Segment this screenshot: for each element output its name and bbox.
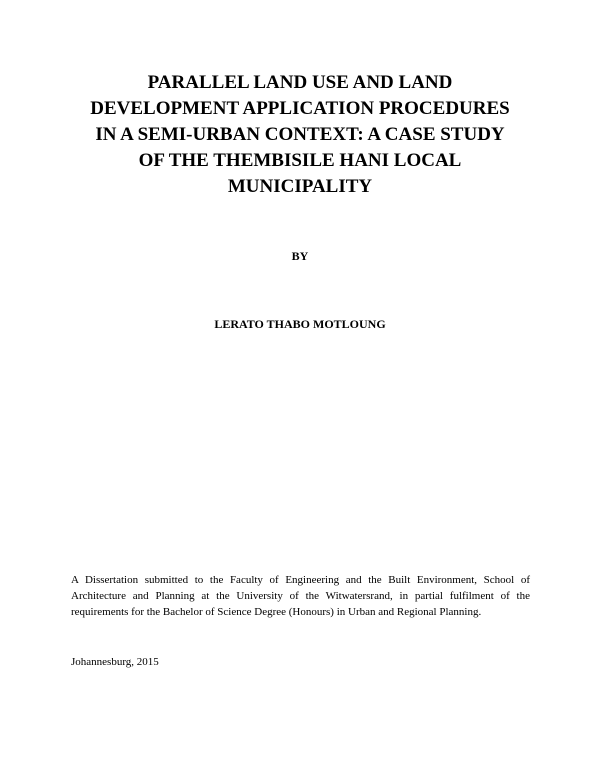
title-line-2: DEVELOPMENT APPLICATION PROCEDURES <box>90 98 510 119</box>
dissertation-line-3: requirements for the Bachelor of Science Degree (Honours) in Urban and Regional Planning. <box>71 606 482 618</box>
author-name: LERATO THABO MOTLOUNG <box>214 317 386 331</box>
title-line-1: PARALLEL LAND USE AND LAND <box>147 72 453 93</box>
place-date: Johannesburg, 2015 <box>71 656 159 668</box>
title-line-4: OF THE THEMBISILE HANI LOCAL <box>138 150 462 171</box>
by-label: BY <box>291 249 309 263</box>
dissertation-statement <box>71 572 530 620</box>
title-line-3: IN A SEMI-URBAN CONTEXT: A CASE STUDY <box>95 124 505 145</box>
dissertation-line-2: Architecture and Planning at the University of the Witwatersrand, in partial fulfilment of the <box>71 590 530 602</box>
dissertation-line-1: A Dissertation submitted to the Faculty of Engineering and the Built Environment, School of <box>71 574 530 586</box>
title-line-5: MUNICIPALITY <box>227 176 373 197</box>
dissertation-title <box>60 70 540 200</box>
